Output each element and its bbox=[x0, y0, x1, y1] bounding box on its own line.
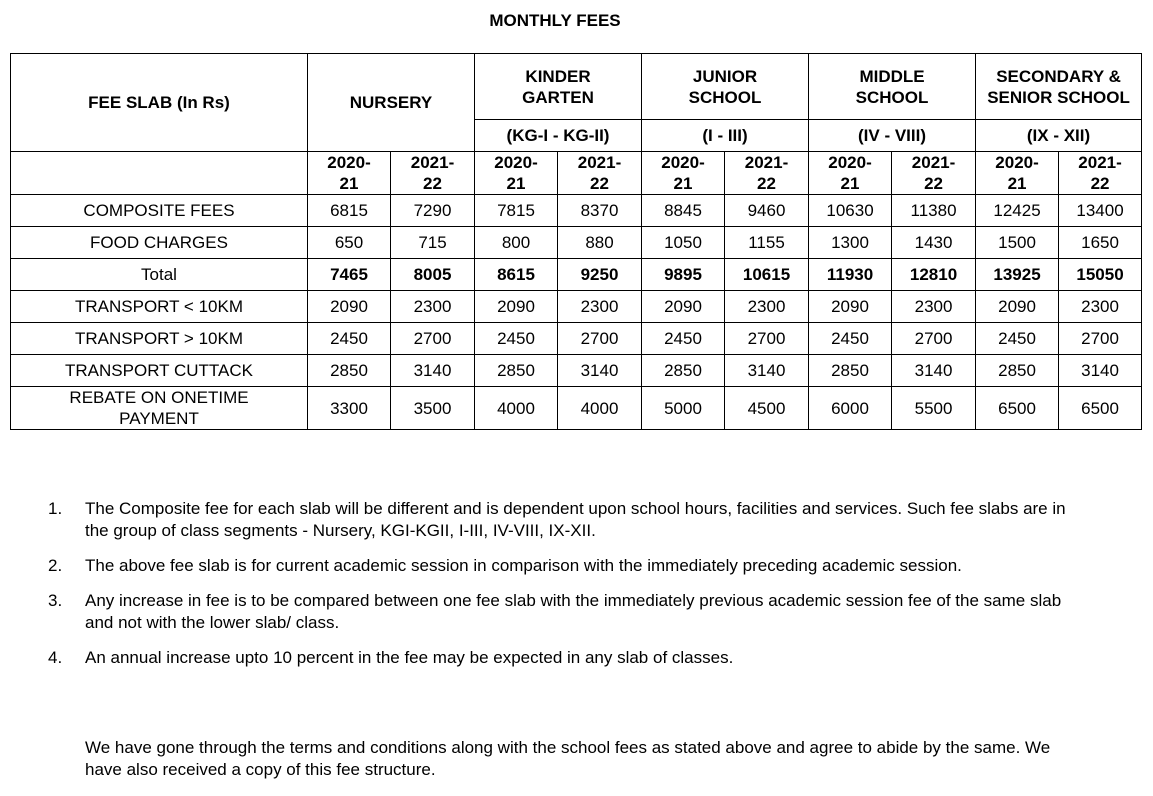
fee-value-cell: 3140 bbox=[558, 355, 642, 387]
fee-value-cell: 8370 bbox=[558, 195, 642, 227]
fee-value-cell: 2300 bbox=[391, 291, 475, 323]
fee-value-cell: 2850 bbox=[642, 355, 725, 387]
slab-sub-junior: (I - III) bbox=[642, 120, 809, 152]
year-header: 2020-21 bbox=[976, 152, 1059, 195]
row-label: Total bbox=[11, 259, 308, 291]
fee-value-cell: 4000 bbox=[475, 387, 558, 430]
slab-header-kindergarten: KINDER GARTEN bbox=[475, 54, 642, 120]
fee-value-cell: 8615 bbox=[475, 259, 558, 291]
fee-value-cell: 2450 bbox=[809, 323, 892, 355]
fee-value-cell: 800 bbox=[475, 227, 558, 259]
note-number: 1. bbox=[48, 499, 63, 518]
fee-value-cell: 9895 bbox=[642, 259, 725, 291]
fee-value-cell: 2090 bbox=[976, 291, 1059, 323]
fee-value-cell: 6500 bbox=[1059, 387, 1142, 430]
fee-value-cell: 2300 bbox=[558, 291, 642, 323]
note-number: 3. bbox=[48, 591, 63, 610]
fee-value-cell: 2090 bbox=[308, 291, 391, 323]
fee-value-cell: 2090 bbox=[642, 291, 725, 323]
year-header: 2021-22 bbox=[558, 152, 642, 195]
year-header: 2021-22 bbox=[892, 152, 976, 195]
fee-value-cell: 7815 bbox=[475, 195, 558, 227]
page-title: MONTHLY FEES bbox=[489, 11, 621, 30]
row-label: REBATE ON ONETIME PAYMENT bbox=[11, 387, 308, 430]
fee-value-cell: 6815 bbox=[308, 195, 391, 227]
fee-value-cell: 2300 bbox=[725, 291, 809, 323]
fee-value-cell: 1650 bbox=[1059, 227, 1142, 259]
fee-value-cell: 15050 bbox=[1059, 259, 1142, 291]
year-header: 2020-21 bbox=[475, 152, 558, 195]
note-number: 4. bbox=[48, 648, 63, 667]
slab-header-nursery: NURSERY bbox=[308, 54, 475, 152]
fee-value-cell: 8845 bbox=[642, 195, 725, 227]
note-text: An annual increase upto 10 percent in the fee may be expected in any slab of classes. bbox=[85, 648, 734, 667]
fee-value-cell: 2090 bbox=[809, 291, 892, 323]
fee-value-cell: 12425 bbox=[976, 195, 1059, 227]
note-item bbox=[0, 498, 1153, 542]
slab-header-secondary: SECONDARY & SENIOR SCHOOL bbox=[976, 54, 1142, 120]
fee-value-cell: 2450 bbox=[308, 323, 391, 355]
row-label: COMPOSITE FEES bbox=[11, 195, 308, 227]
fee-value-cell: 2450 bbox=[475, 323, 558, 355]
year-row-blank bbox=[11, 152, 308, 195]
table-row bbox=[11, 195, 1142, 227]
row-label: TRANSPORT < 10KM bbox=[11, 291, 308, 323]
year-header: 2020-21 bbox=[308, 152, 391, 195]
fee-value-cell: 3140 bbox=[725, 355, 809, 387]
fee-value-cell: 4000 bbox=[558, 387, 642, 430]
fee-value-cell: 2850 bbox=[976, 355, 1059, 387]
fee-value-cell: 2300 bbox=[1059, 291, 1142, 323]
fee-value-cell: 6500 bbox=[976, 387, 1059, 430]
fee-value-cell: 5500 bbox=[892, 387, 976, 430]
fee-value-cell: 2450 bbox=[642, 323, 725, 355]
year-header: 2021-22 bbox=[725, 152, 809, 195]
table-row bbox=[11, 291, 1142, 323]
fee-value-cell: 11380 bbox=[892, 195, 976, 227]
year-header: 2021-22 bbox=[1059, 152, 1142, 195]
fee-value-cell: 13925 bbox=[976, 259, 1059, 291]
fee-value-cell: 9460 bbox=[725, 195, 809, 227]
fee-value-cell: 6000 bbox=[809, 387, 892, 430]
fee-value-cell: 2700 bbox=[558, 323, 642, 355]
row-label: FOOD CHARGES bbox=[11, 227, 308, 259]
fee-slab-header: FEE SLAB (In Rs) bbox=[11, 54, 308, 152]
fee-value-cell: 3140 bbox=[1059, 355, 1142, 387]
fee-value-cell: 2850 bbox=[475, 355, 558, 387]
closing-statement: We have gone through the terms and conditions along with the school fees as stated above and agree to abide by the same. We have also received a copy of this fee structure. bbox=[85, 738, 1051, 779]
note-text: Any increase in fee is to be compared between one fee slab with the immediately previous academic session fee of the same slab and not with the lower slab/ class. bbox=[85, 591, 1062, 632]
fee-value-cell: 1155 bbox=[725, 227, 809, 259]
fee-value-cell: 1050 bbox=[642, 227, 725, 259]
fee-value-cell: 880 bbox=[558, 227, 642, 259]
table-row bbox=[11, 323, 1142, 355]
year-header: 2020-21 bbox=[809, 152, 892, 195]
table-row bbox=[11, 227, 1142, 259]
year-header: 2021-22 bbox=[391, 152, 475, 195]
fee-value-cell: 715 bbox=[391, 227, 475, 259]
fee-value-cell: 3140 bbox=[892, 355, 976, 387]
fee-value-cell: 10630 bbox=[809, 195, 892, 227]
fee-value-cell: 1430 bbox=[892, 227, 976, 259]
fee-value-cell: 7465 bbox=[308, 259, 391, 291]
fee-value-cell: 7290 bbox=[391, 195, 475, 227]
fee-value-cell: 13400 bbox=[1059, 195, 1142, 227]
note-text: The above fee slab is for current academic session in comparison with the immediately preceding academic session. bbox=[85, 556, 962, 575]
fee-value-cell: 2450 bbox=[976, 323, 1059, 355]
slab-sub-kindergarten: (KG-I - KG-II) bbox=[475, 120, 642, 152]
fee-value-cell: 8005 bbox=[391, 259, 475, 291]
notes-list bbox=[0, 498, 1153, 682]
fee-value-cell: 2300 bbox=[892, 291, 976, 323]
fee-value-cell: 2090 bbox=[475, 291, 558, 323]
note-number: 2. bbox=[48, 556, 63, 575]
fee-value-cell: 9250 bbox=[558, 259, 642, 291]
row-label: TRANSPORT > 10KM bbox=[11, 323, 308, 355]
fee-value-cell: 1300 bbox=[809, 227, 892, 259]
slab-sub-secondary: (IX - XII) bbox=[976, 120, 1142, 152]
table-row bbox=[11, 259, 1142, 291]
fee-value-cell: 2850 bbox=[308, 355, 391, 387]
note-item bbox=[0, 590, 1153, 634]
fee-value-cell: 2850 bbox=[809, 355, 892, 387]
fee-value-cell: 3140 bbox=[391, 355, 475, 387]
fee-value-cell: 2700 bbox=[725, 323, 809, 355]
fee-value-cell: 3500 bbox=[391, 387, 475, 430]
note-item bbox=[0, 647, 1153, 669]
fee-value-cell: 10615 bbox=[725, 259, 809, 291]
fee-value-cell: 2700 bbox=[391, 323, 475, 355]
slab-sub-middle: (IV - VIII) bbox=[809, 120, 976, 152]
fee-value-cell: 5000 bbox=[642, 387, 725, 430]
fee-value-cell: 4500 bbox=[725, 387, 809, 430]
fee-value-cell: 11930 bbox=[809, 259, 892, 291]
table-row bbox=[11, 355, 1142, 387]
fee-value-cell: 2700 bbox=[1059, 323, 1142, 355]
fee-value-cell: 3300 bbox=[308, 387, 391, 430]
row-label: TRANSPORT CUTTACK bbox=[11, 355, 308, 387]
fee-value-cell: 12810 bbox=[892, 259, 976, 291]
table-row bbox=[11, 387, 1142, 430]
year-header: 2020-21 bbox=[642, 152, 725, 195]
slab-header-junior: JUNIOR SCHOOL bbox=[642, 54, 809, 120]
fee-value-cell: 2700 bbox=[892, 323, 976, 355]
note-text: The Composite fee for each slab will be different and is dependent upon school hours, facilities and services. Such fee slabs are in the group of class segments - Nursery, KGI-KGII, I-III, IV-VIII, IX-XII. bbox=[85, 499, 1066, 540]
fee-table bbox=[10, 53, 1142, 430]
slab-header-middle: MIDDLE SCHOOL bbox=[809, 54, 976, 120]
fee-value-cell: 650 bbox=[308, 227, 391, 259]
note-item bbox=[0, 555, 1153, 577]
fee-value-cell: 1500 bbox=[976, 227, 1059, 259]
